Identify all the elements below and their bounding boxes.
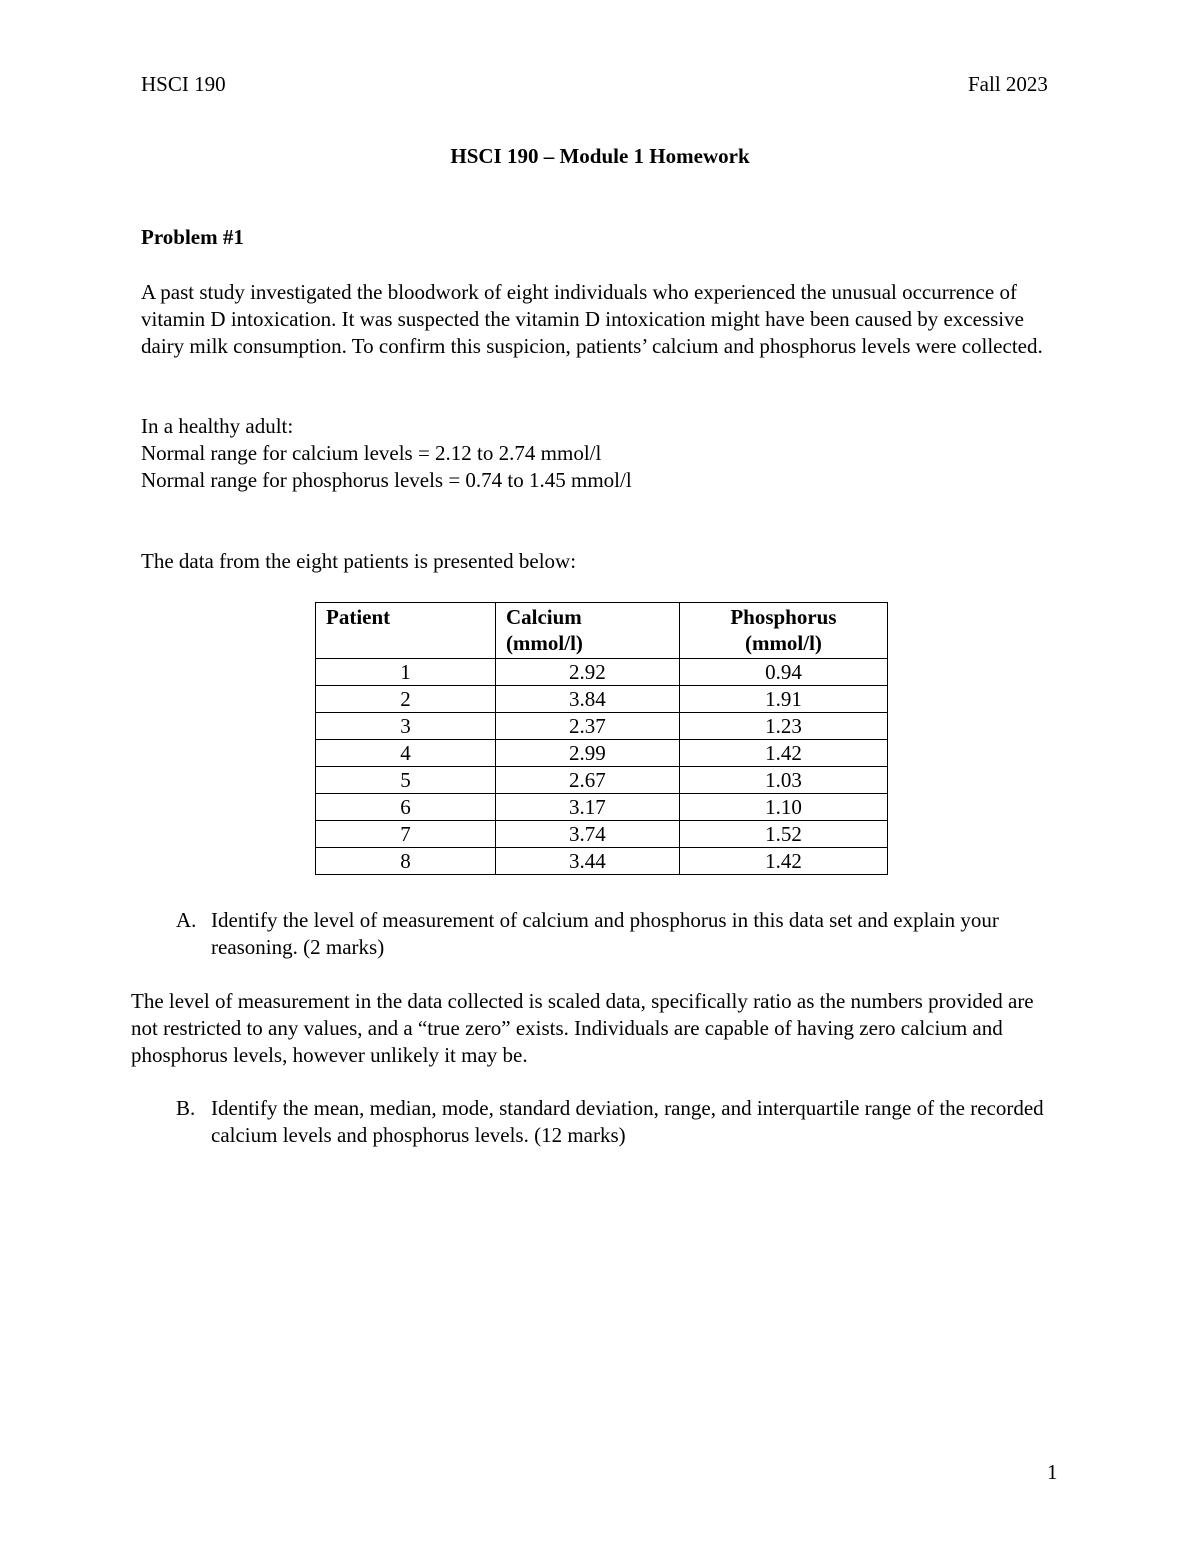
document-title: HSCI 190 – Module 1 Homework [450,144,750,168]
phosphorus-cell: 1.10 [679,794,887,821]
patient-cell: 2 [316,686,496,713]
column-header-patient [316,603,496,659]
patient-cell: 3 [316,713,496,740]
healthy-ranges [141,413,1061,494]
page-number: 1 [1047,1460,1058,1484]
patient-cell: 6 [316,794,496,821]
calcium-cell: 2.92 [495,659,679,686]
question-label: B. [176,1096,196,1120]
phosphorus-cell: 0.94 [679,659,887,686]
column-header-line: Phosphorus [730,605,837,629]
patient-cell: 4 [316,740,496,767]
calcium-range: Normal range for calcium levels = 2.12 to 2.74 mmol/l [141,441,602,465]
calcium-cell: 3.44 [495,848,679,875]
calcium-cell: 3.17 [495,794,679,821]
patient-cell: 5 [316,767,496,794]
question-b [176,1095,1056,1149]
healthy-intro: In a healthy adult: [141,414,294,438]
question-text: Identify the level of measurement of calcium and phosphorus in this data set and explain your reasoning. (2 marks) [211,908,999,959]
calcium-cell: 3.84 [495,686,679,713]
table-row [316,821,888,848]
question-a [176,907,1056,961]
table-row [316,659,888,686]
column-header-line: Patient [326,605,391,629]
table-row [316,794,888,821]
phosphorus-cell: 1.91 [679,686,887,713]
calcium-cell: 2.67 [495,767,679,794]
patient-cell: 1 [316,659,496,686]
table-row [316,713,888,740]
phosphorus-cell: 1.42 [679,848,887,875]
column-header-unit: (mmol/l) [744,631,822,655]
phosphorus-cell: 1.03 [679,767,887,794]
patient-cell: 7 [316,821,496,848]
question-text: Identify the mean, median, mode, standard deviation, range, and interquartile range of the recorded calcium levels and phosphorus levels. (12 marks) [211,1096,1044,1147]
patient-data-table [315,602,888,875]
phosphorus-cell: 1.52 [679,821,887,848]
column-header-calcium [495,603,679,659]
column-header-line: Calcium [505,605,582,629]
answer-a: The level of measurement in the data collected is scaled data, specifically ratio as the numbers provided are not restricted to any values, and a “true zero” exists. Individuals are capable of having zero calcium and phosphorus levels, however unlikely it may be. [131,989,1034,1067]
phosphorus-range: Normal range for phosphorus levels = 0.74 to 1.45 mmol/l [141,468,632,492]
intro-paragraph: A past study investigated the bloodwork of eight individuals who experienced the unusual occurrence of vitamin D intoxication. It was suspected the vitamin D intoxication might have been caused by excessive dairy milk consumption. To confirm this suspicion, patients’ calcium and phosphorus levels were collected. [141,280,1043,358]
column-header-unit: (mmol/l) [505,631,583,655]
problem-heading: Problem #1 [141,225,244,249]
question-label: A. [176,908,197,932]
calcium-cell: 3.74 [495,821,679,848]
header-course: HSCI 190 [141,72,226,96]
calcium-cell: 2.37 [495,713,679,740]
phosphorus-cell: 1.23 [679,713,887,740]
table-row [316,740,888,767]
data-intro: The data from the eight patients is presented below: [141,549,577,573]
patient-cell: 8 [316,848,496,875]
header-term: Fall 2023 [968,72,1048,96]
calcium-cell: 2.99 [495,740,679,767]
table-row [316,686,888,713]
table-row [316,767,888,794]
table-header-row [316,603,888,659]
table-row [316,848,888,875]
column-header-phosphorus [679,603,887,659]
phosphorus-cell: 1.42 [679,740,887,767]
